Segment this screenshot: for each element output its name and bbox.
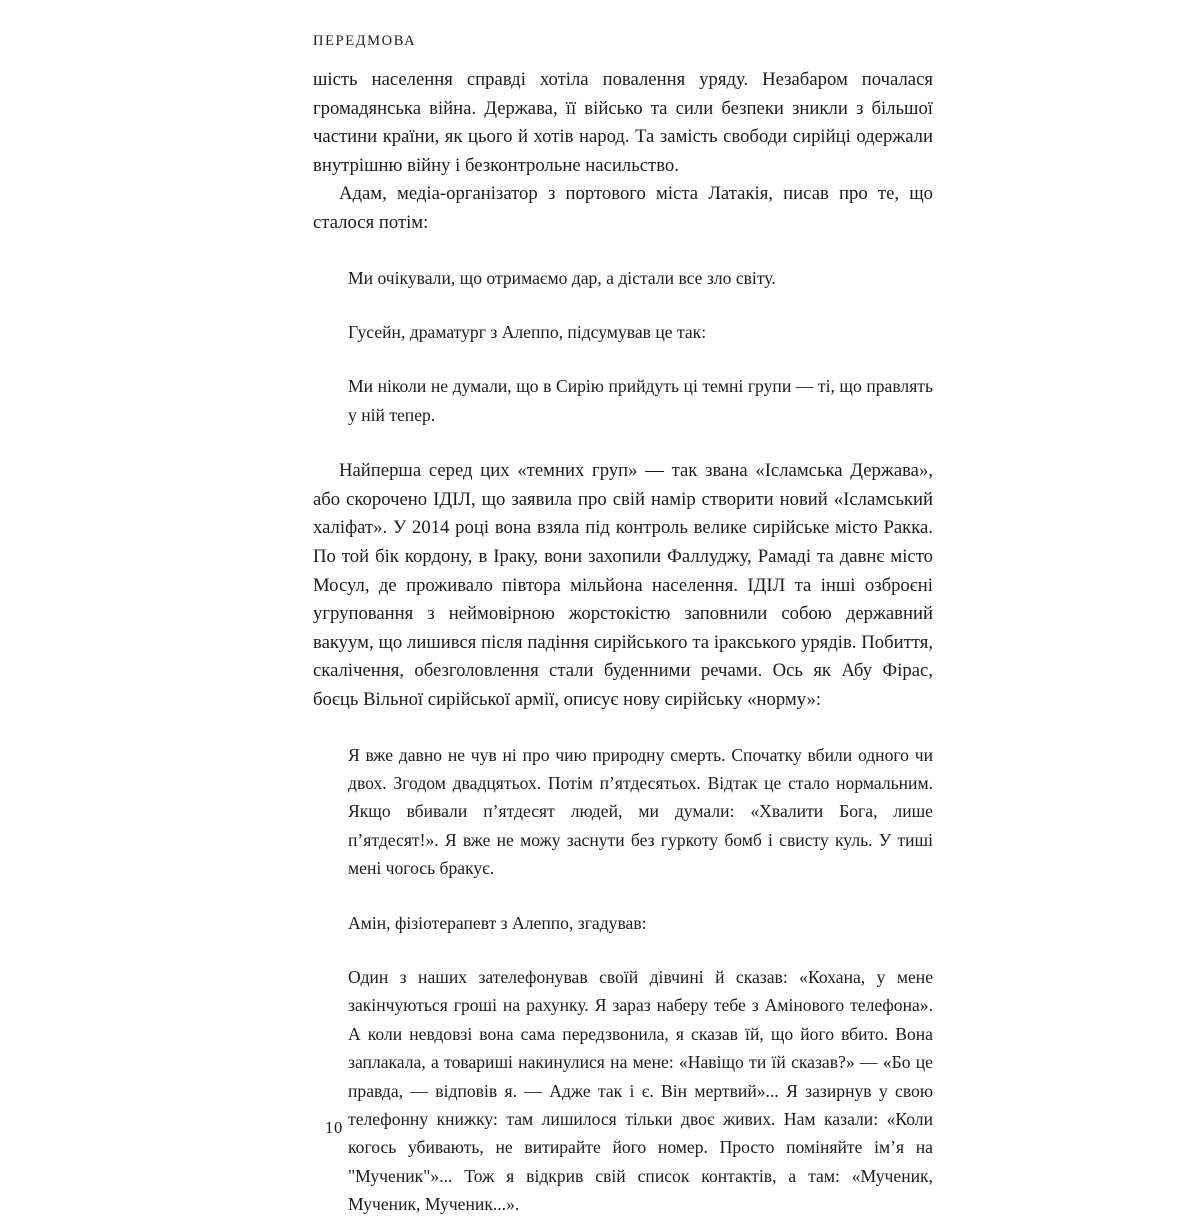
quote-attribution: Амін, фізіотерапевт з Алеппо, згадував: [348, 912, 647, 933]
block-quote: Ми ніколи не думали, що в Сирію прийдуть ці темні групи — ті, що правлять у ній тепер. [348, 376, 933, 425]
spacer [313, 346, 933, 372]
running-head: ПЕРЕДМОВА [313, 33, 417, 49]
block-quote: Я вже давно не чув ні про чию природну смерть. Спочатку вбили одного чи двох. Згодом двадцятьох. Потім п’ятдесятьох. Відтак це стало нормальним. Якщо вбивали п’ятдесят людей, ми думали: «Хвалити Бога, лише п’ятдесят!». Я вже не можу заснути без гуркоту бомб і свисту куль. У тиші мені чогось бракує. [348, 744, 933, 879]
block-quote: Один з наших зателефонував своїй дівчині й сказав: «Кохана, у мене закінчуються гроші на рахунку. Я зараз наберу тебе з Амінового телефона». А коли невдовзі вона сама передзвонила, я сказав їй, що його вбито. Вона заплакала, а товариші накинулися на мене: «Навіщо ти їй сказав?» — «Бо це правда, — відповів я. — Адже так і є. Він мертвий»... Я зазирнув у свою телефонну книжку: там лишилося тільки двоє живих. Нам казали: «Коли когось убивають, не витирайте його номер. Просто поміняйте ім’я на "Мученик"»... Тож я відкрив свій список контактів, а там: «Мученик, Мученик, Мученик...». [348, 966, 933, 1215]
block-quote: Ми очікували, що отримаємо дар, а дістали все зло світу. [348, 267, 776, 288]
spacer [313, 238, 933, 264]
spacer [313, 883, 933, 909]
paragraph: Адам, медіа-організатор з портового міста Латакія, писав про те, що сталося потім: [313, 183, 933, 233]
page-number: 10 [325, 1118, 344, 1137]
quote-attribution: Гусейн, драматург з Алеппо, підсумував це так: [348, 321, 707, 342]
page-body [313, 66, 933, 1219]
paragraph: Найперша серед цих «темних груп» — так звана «Ісламська Держава», або скорочено ІДІЛ, що заявила про свій намір створити новий «Ісламський халіфат». У 2014 році вона взяла під контроль велике сирійське місто Ракка. По той бік кордону, в Іраку, вони захопили Фаллуджу, Рамаді та давнє місто Мосул, де проживало півтора мільйона населення. ІДІЛ та інші озброєні угруповання з неймовірною жорстокістю заповнили собою державний вакуум, що лишився після падіння сирійського та іракського урядів. Побиття, скалічення, обезголовлення стали буденними речами. Ось як Абу Фірас, боєць Вільної сирійської армії, описує нову сирійську «норму»: [313, 460, 933, 710]
spacer [313, 292, 933, 318]
paragraph: шість населення справді хотіла повалення уряду. Незабаром почалася громадянська війна. Держава, її військо та сили безпеки зникли з більшої частини країни, як цього й хотів народ. Та замість свободи сирійці одержали внутрішню війну і безконтрольне насильство. [313, 69, 933, 176]
spacer [313, 937, 933, 963]
spacer [313, 715, 933, 741]
spacer [313, 429, 933, 457]
